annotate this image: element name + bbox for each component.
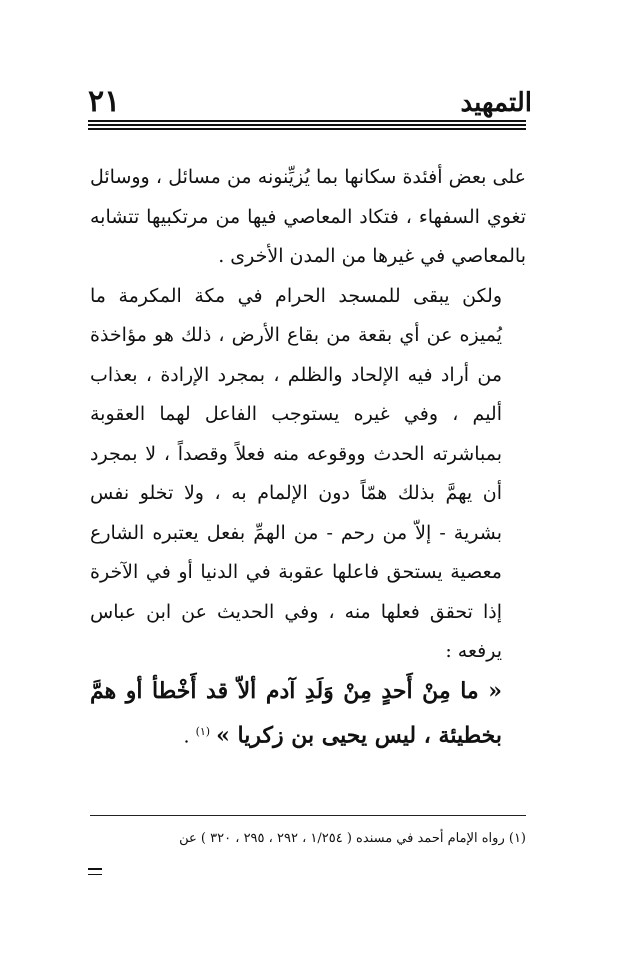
paragraph-text: ولكن يبقى للمسجد الحرام في مكة المكرمة ما يُميزه عن أي بقعة من بقاع الأرض ، ذلك هو مؤاخذة من أراد فيه الإلحاد والظلم ، بمجرد الإرادة ، بعذاب أليم ، وفي غيره يستوجب الفاعل لهما العقوبة بمباشرته الحدث ووقوعه منه فعلاً وقصداً ، لا بمجرد أن يهمَّ بذلك همّاً دون الإلمام به ، ولا تخلو نفس بشرية - إلاّ من رحم - من الهمِّ بفعل يعتبره الشارع معصية يستحق فاعلها عقوبة في الدنيا أو في الآخرة إذا تحقق فعلها منه ، وفي الحديث عن ابن عباس يرفعه : (90, 284, 502, 662)
footnote-number: (١) (508, 831, 526, 846)
main-text (90, 158, 526, 757)
header-rule (88, 120, 526, 134)
page-number: ٢١ (88, 84, 121, 119)
footnote-divider (90, 815, 526, 816)
footnote-text: رواه الإمام أحمد في مسنده ( ١/٢٥٤ ، ٢٩٢ ، ٢٩٥ ، ٣٢٠ ) عن (179, 831, 505, 846)
paragraph: على بعض أفئدة سكانها بما يُزيِّنونه من مسائل ، ووسائل تغوي السفهاء ، فتكاد المعاصي فيها من مرتكبيها تتشابه بالمعاصي في غيرها من المدن الأخرى . (90, 166, 526, 267)
footnote (90, 828, 526, 850)
continuation-mark (88, 868, 102, 879)
hadith-quote: « ما مِنْ أَحدٍ مِنْ وَلَدِ آدم ألاّ قد أَخْطأ أو همَّ بخطيئة ، ليس يحيى بن زكريا » (90, 677, 502, 749)
sentence-end: . (183, 725, 196, 748)
running-header-title: التمهيد (460, 88, 532, 118)
footnote-reference: (١) (195, 725, 211, 738)
paragraph (90, 277, 526, 757)
